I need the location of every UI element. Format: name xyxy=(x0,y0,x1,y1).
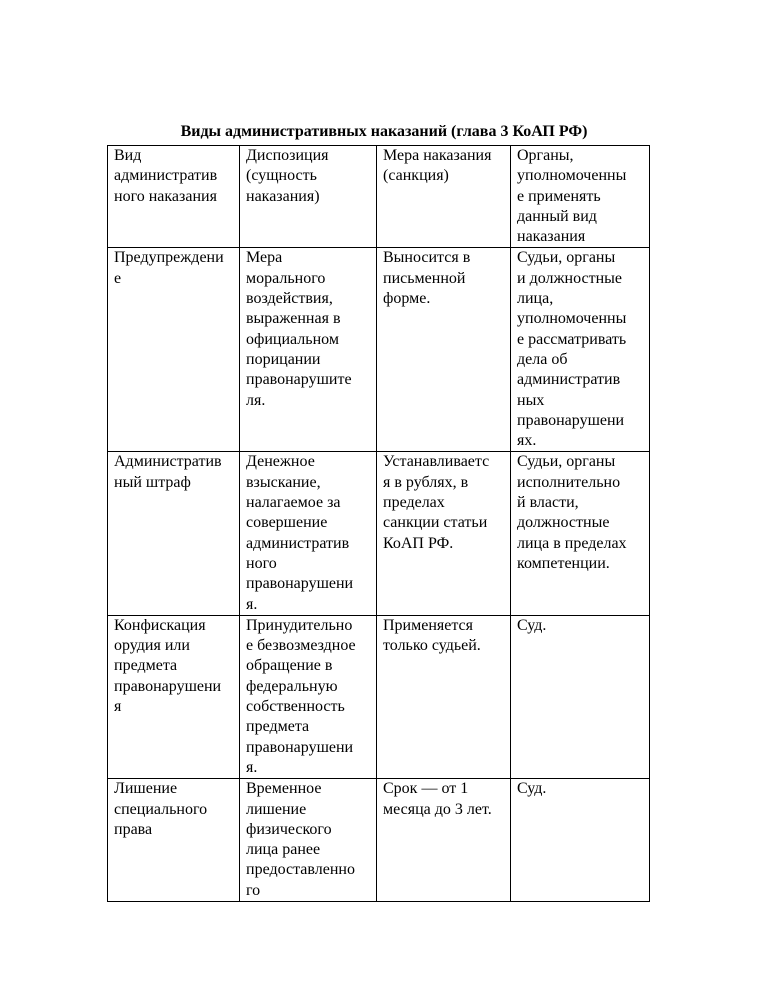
cell-text-line: е рассматривать xyxy=(517,330,627,348)
cell-text-line: я. xyxy=(246,595,258,613)
disposition-cell xyxy=(240,146,377,248)
table-row xyxy=(108,248,650,452)
document-title: Виды административных наказаний (глава 3 КоАП РФ) xyxy=(180,123,588,140)
cell-text-line: Применяется xyxy=(383,616,474,634)
cell-text-line: правонарушени xyxy=(246,575,354,593)
cell-text-line: уполномоченны xyxy=(517,310,627,328)
cell-text-line: должностные xyxy=(517,514,610,532)
authorities-cell xyxy=(511,779,650,902)
cell-text-line: Выносится в xyxy=(383,249,471,267)
cell-text-line: пределах xyxy=(383,494,445,512)
cell-text-line: й власти, xyxy=(517,494,579,512)
cell-text-line: исполнительно xyxy=(517,473,621,491)
cell-text-line: Судьи, органы xyxy=(517,453,616,471)
cell-text-line: го xyxy=(246,881,261,899)
cell-text-line: Устанавливаетс xyxy=(383,453,490,471)
sanction-cell xyxy=(377,779,511,902)
authorities-cell xyxy=(511,248,650,452)
cell-text-line: Суд. xyxy=(517,616,547,634)
sanction-cell xyxy=(377,248,511,452)
cell-text-line: предмета xyxy=(246,718,310,736)
cell-text-line: лишение xyxy=(246,800,307,818)
cell-text-line: ных xyxy=(517,391,545,409)
cell-text-line: Лишение xyxy=(114,780,178,798)
cell-text-line: морального xyxy=(246,269,326,287)
table-header-row xyxy=(108,146,650,248)
cell-text-line: санкции статьи xyxy=(383,514,488,532)
cell-text-line: данный вид xyxy=(517,207,597,225)
cell-text-line: правонарушени xyxy=(517,411,625,429)
cell-text-line: правонарушени xyxy=(246,738,354,756)
cell-text-line: Административ xyxy=(114,453,222,471)
cell-text-line: правонарушите xyxy=(246,371,352,389)
cell-text-line: и должностные xyxy=(517,269,622,287)
cell-text-line: Судьи, органы xyxy=(517,249,616,267)
cell-text-line: ях. xyxy=(517,432,537,450)
sanction-cell xyxy=(377,615,511,778)
cell-text-line: административ xyxy=(114,167,218,185)
table-row xyxy=(108,452,650,615)
cell-text-line: наказания) xyxy=(246,187,320,205)
cell-text-line: Вид xyxy=(114,147,142,164)
authorities-cell xyxy=(511,452,650,615)
cell-text-line: правонарушени xyxy=(114,677,222,695)
cell-text-line: месяца до 3 лет. xyxy=(383,800,492,818)
cell-text-line: предмета xyxy=(114,657,178,675)
cell-text-line: Мера xyxy=(246,249,283,267)
disposition-cell xyxy=(240,248,377,452)
cell-text-line: Суд. xyxy=(517,780,547,798)
cell-text-line: я. xyxy=(246,758,258,776)
disposition-cell xyxy=(240,452,377,615)
cell-text-line: специального xyxy=(114,800,208,818)
cell-text-line: совершение xyxy=(246,514,328,532)
cell-text-line: Денежное xyxy=(246,453,315,471)
cell-text-line: дела об xyxy=(517,350,568,368)
cell-text-line: Конфискация xyxy=(114,616,206,634)
sanction-cell xyxy=(377,146,511,248)
cell-text-line: обращение в xyxy=(246,657,333,675)
cell-text-line: компетенции. xyxy=(517,554,610,572)
cell-text-line: письменной xyxy=(383,269,466,287)
cell-text-line: (санкция) xyxy=(383,167,449,185)
cell-text-line: Предупреждени xyxy=(114,249,224,267)
punishment-type-cell xyxy=(108,452,240,615)
punishment-type-cell xyxy=(108,779,240,902)
cell-text-line: е xyxy=(114,269,122,287)
cell-text-line: административ xyxy=(517,371,621,389)
cell-text-line: Срок — от 1 xyxy=(383,780,469,798)
cell-text-line: лица, xyxy=(517,290,554,308)
cell-text-line: я в рублях, в xyxy=(383,473,469,491)
table-row xyxy=(108,615,650,778)
cell-text-line: Временное xyxy=(246,780,322,798)
punishment-type-cell xyxy=(108,146,240,248)
cell-text-line: взыскание, xyxy=(246,473,321,491)
cell-text-line: ного xyxy=(246,554,277,572)
cell-text-line: уполномоченны xyxy=(517,167,627,185)
cell-text-line: порицании xyxy=(246,350,321,368)
cell-text-line: Мера наказания xyxy=(383,147,492,164)
cell-text-line: ный штраф xyxy=(114,473,191,491)
sanction-cell xyxy=(377,452,511,615)
cell-text-line: собственность xyxy=(246,698,345,716)
disposition-cell xyxy=(240,615,377,778)
cell-text-line: предоставленно xyxy=(246,861,355,879)
cell-text-line: федеральную xyxy=(246,677,338,695)
authorities-cell xyxy=(511,615,650,778)
cell-text-line: административ xyxy=(246,534,350,552)
punishment-type-cell xyxy=(108,248,240,452)
cell-text-line: воздействия, xyxy=(246,290,333,308)
cell-text-line: лица ранее xyxy=(246,841,321,859)
cell-text-line: Диспозиция xyxy=(246,147,329,164)
cell-text-line: права xyxy=(114,820,153,838)
cell-text-line: выраженная в xyxy=(246,310,341,328)
cell-text-line: налагаемое за xyxy=(246,494,341,512)
cell-text-line: физического xyxy=(246,820,332,838)
cell-text-line: КоАП РФ. xyxy=(383,534,454,552)
cell-text-line: форме. xyxy=(383,290,431,308)
cell-text-line: лица в пределах xyxy=(517,534,627,552)
punishments-table xyxy=(107,145,650,902)
table-row xyxy=(108,779,650,902)
cell-text-line: я xyxy=(114,698,122,716)
cell-text-line: ного наказания xyxy=(114,187,217,205)
cell-text-line: наказания xyxy=(517,228,586,246)
cell-text-line: ля. xyxy=(246,391,266,409)
cell-text-line: (сущность xyxy=(246,167,317,185)
cell-text-line: орудия или xyxy=(114,637,190,655)
cell-text-line: официальном xyxy=(246,330,339,348)
disposition-cell xyxy=(240,779,377,902)
cell-text-line: е применять xyxy=(517,187,601,205)
cell-text-line: Принудительно xyxy=(246,616,353,634)
cell-text-line: Органы, xyxy=(517,147,574,164)
authorities-cell xyxy=(511,146,650,248)
cell-text-line: е безвозмездное xyxy=(246,637,356,655)
cell-text-line: только судьей. xyxy=(383,637,481,655)
punishment-type-cell xyxy=(108,615,240,778)
